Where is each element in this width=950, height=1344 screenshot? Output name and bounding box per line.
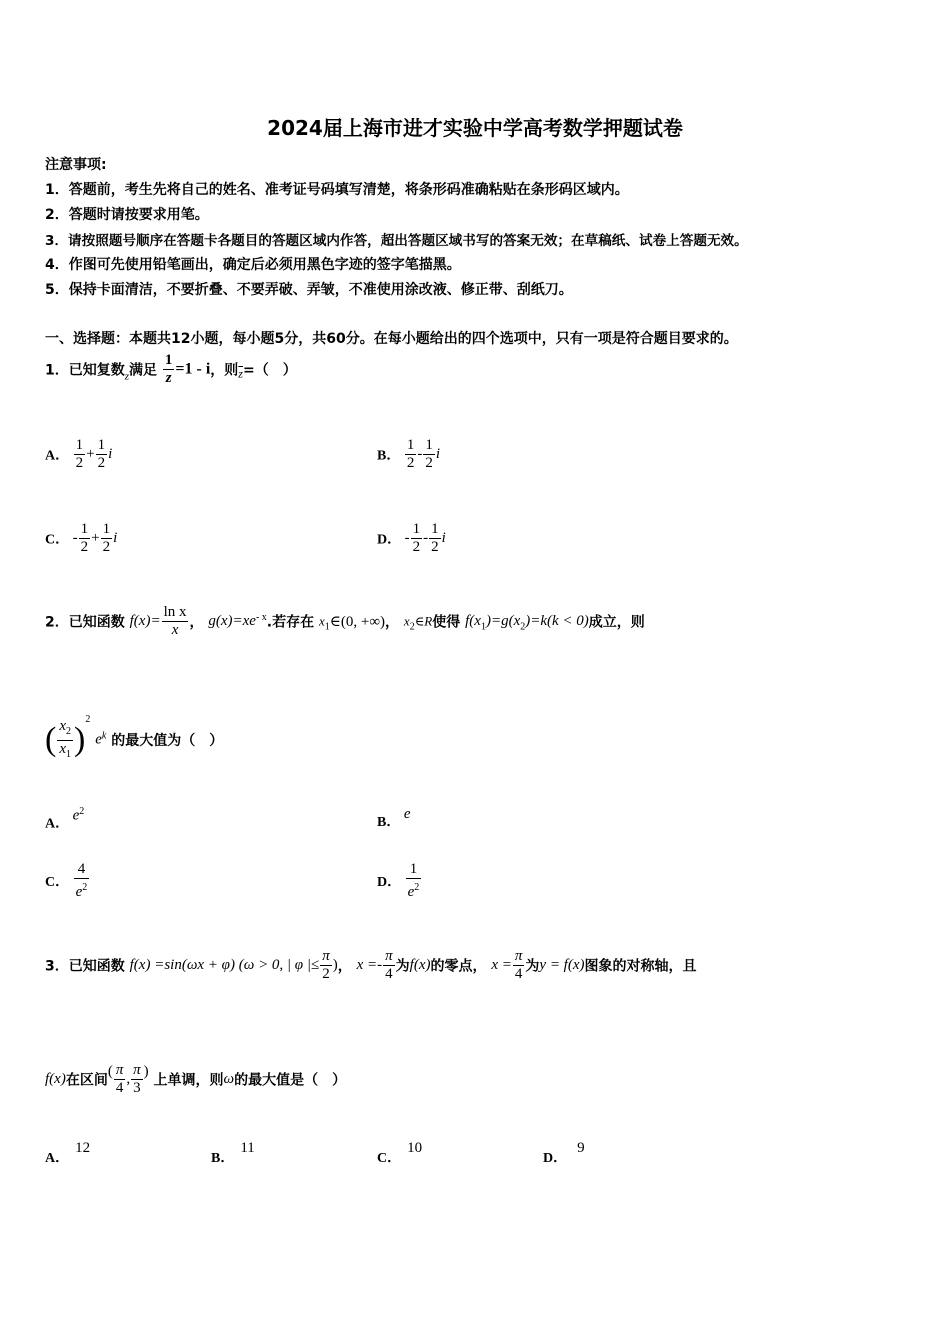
q2-option-a[interactable]: A． $e^2$ (45, 806, 85, 832)
notice-item: 1．答题前，考生先将自己的姓名、准考证号码填写清楚，将条形码准确粘贴在条形码区域内。 (45, 182, 629, 198)
q1-var-z: z (124, 370, 130, 383)
q1-equation: =1 - i (175, 360, 211, 378)
q1-prefix: 1．已知复数 (45, 362, 125, 379)
q3-option-d[interactable]: D．9 (543, 1140, 585, 1166)
q3-option-a[interactable]: A．12 (45, 1140, 91, 1166)
section-heading: 一、选择题：本题共12小题，每小题5分，共60分。在每小题给出的四个选项中，只有一项是符合题目要求的。 (45, 331, 738, 347)
question-3: 3．已知函数 f(x) =sin(ωx + φ) (ω > 0, | φ |≤ $\frac{\pi}{2}$ )， x =- $\frac{\pi}{4}$ 为f(x)的零点， x = $\frac{\pi}{4}$ 为y = f(x)图象的对称轴，且 (45, 948, 697, 982)
q1-option-b[interactable]: B． $\frac{1}{2}$ - $\frac{1}{2}$ i (377, 437, 441, 471)
q1-mid: 满足 (129, 362, 158, 379)
q2-option-c[interactable]: C． $\frac{4}{e^2}$ (45, 861, 88, 900)
q1-option-d[interactable]: D． - $\frac{1}{2}$ - $\frac{1}{2}$ i (377, 521, 446, 555)
q1-then: ，则 (210, 362, 239, 379)
q2-expression: ( $\frac{x_2}{x_1}$ )$^2$ $e^k$ 的最大值为（ ） (45, 714, 224, 760)
q2-option-d[interactable]: D． $\frac{1}{e^2}$ (377, 861, 420, 900)
notice-item: 3．请按照题号顺序在答题卡各题目的答题区域内作答，超出答题区域书写的答案无效；在草稿纸、试卷上答题无效。 (45, 233, 748, 249)
q3-option-b[interactable]: B．11 (211, 1140, 255, 1166)
question-2: 2．已知函数 f(x)= $\frac{\text{ln x}}{x}$ ， $g(x)=xe^{- x}$.若存在 $x_1\in(0$, +∞)， $x_2\in R$使得 $f(x_1)=g(x_2)=k(k < 0)$成立，则 (45, 604, 645, 638)
notice-item: 2．答题时请按要求用笔。 (45, 207, 209, 223)
notice-item: 5．保持卡面清洁，不要折叠、不要弄破、弄皱，不准使用涂改液、修正带、刮纸刀。 (45, 282, 573, 298)
page-title: 2024届上海市进才实验中学高考数学押题试卷 (267, 116, 683, 140)
q1-option-c[interactable]: C． - $\frac{1}{2}$ + $\frac{1}{2}$ i (45, 521, 118, 555)
q3-interval-line: f(x)在区间( $\frac{\pi}{4}$ , $\frac{\pi}{3}$ ) 上单调，则ω的最大值是（ ） (45, 1062, 347, 1096)
question-1 (45, 352, 297, 387)
q1-option-a[interactable]: A． $\frac{1}{2}$ + $\frac{1}{2}$ i (45, 437, 113, 471)
q1-tail: =（ ） (242, 362, 297, 379)
notice-heading: 注意事项: (45, 157, 107, 173)
notice-item: 4．作图可先使用铅笔画出，确定后必须用黑色字迹的签字笔描黑。 (45, 257, 461, 273)
q1-zbar: $\overline{z}$ (238, 366, 243, 381)
q3-option-c[interactable]: C．10 (377, 1140, 423, 1166)
q2-option-b[interactable]: B． e (377, 806, 411, 830)
q1-fraction: $\frac{1}{z}$ (164, 352, 173, 386)
